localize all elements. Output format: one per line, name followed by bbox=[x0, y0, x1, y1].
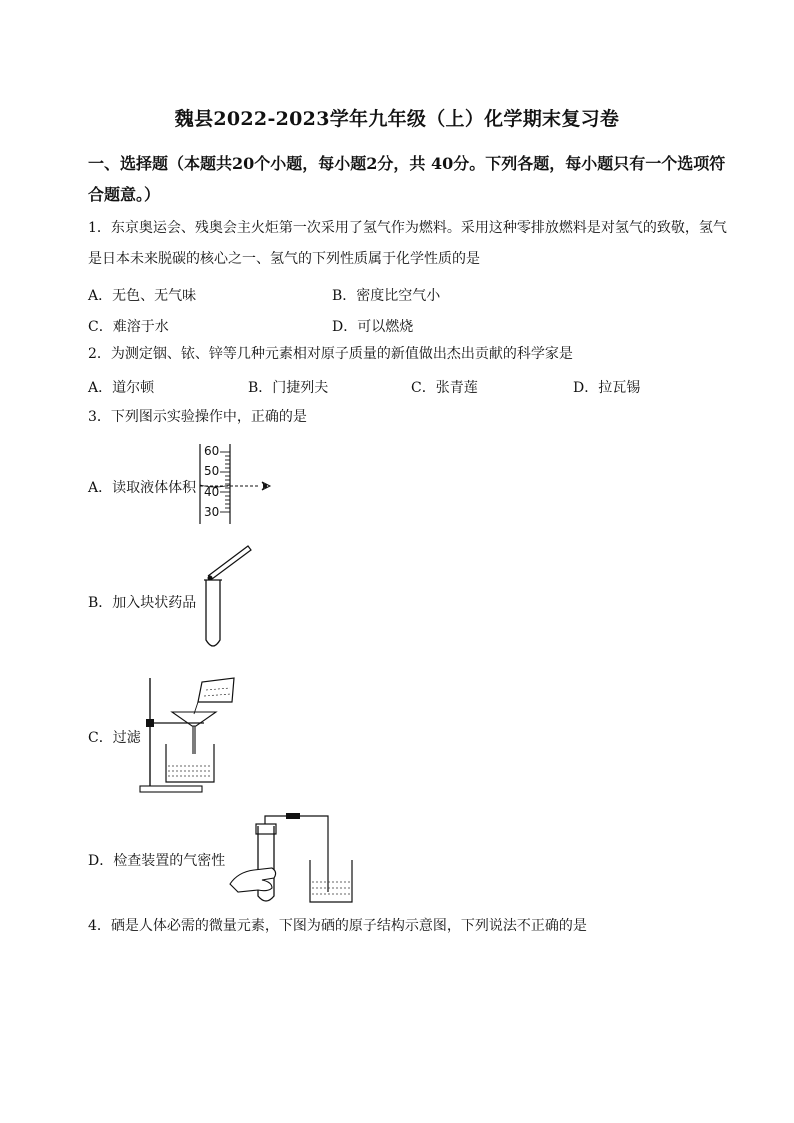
tick-label-40: 40 bbox=[204, 485, 220, 499]
filtration-apparatus-figure bbox=[136, 674, 246, 796]
question-4-stem: 4．硒是人体必需的微量元素，下图为硒的原子结构示意图，下列说法不正确的是 bbox=[88, 918, 587, 934]
q1-option-b[interactable]: B．密度比空气小 bbox=[332, 288, 441, 304]
q1-option-d[interactable]: D．可以燃烧 bbox=[332, 319, 414, 335]
q2-option-d[interactable]: D．拉瓦锡 bbox=[573, 380, 641, 396]
q2-option-b[interactable]: B．门捷列夫 bbox=[248, 380, 329, 396]
question-1-stem: 1．东京奥运会、残奥会主火炬第一次采用了氢气作为燃料。采用这种零排放燃料是对氢气的致敬，氢气是日本未来脱碳的核心之一、氢气的下列性质属于化学性质的是 bbox=[88, 220, 727, 267]
q2-option-a[interactable]: A．道尔顿 bbox=[88, 380, 155, 396]
q1-option-c[interactable]: C．难溶于水 bbox=[88, 319, 169, 335]
q3-option-a[interactable]: A．读取液体体积 bbox=[88, 480, 197, 496]
test-tube-tweezers-figure bbox=[198, 542, 258, 654]
question-2-stem: 2．为测定铟、铱、锌等几种元素相对原子质量的新值做出杰出贡献的科学家是 bbox=[88, 346, 573, 362]
q1-option-a[interactable]: A．无色、无气味 bbox=[88, 288, 197, 304]
section-heading: 一、选择题（本题共20个小题，每小题2分，共 40分。下列各题，每小题只有一个选项符合题意。） bbox=[88, 154, 726, 204]
tick-label-30: 30 bbox=[204, 505, 220, 519]
tick-label-50: 50 bbox=[204, 464, 220, 478]
q2-option-c[interactable]: C．张青莲 bbox=[411, 380, 478, 396]
question-3-stem: 3．下列图示实验操作中，正确的是 bbox=[88, 409, 307, 425]
q3-option-c[interactable]: C．过滤 bbox=[88, 730, 141, 746]
airtightness-check-figure bbox=[228, 812, 360, 904]
page-title: 魏县2022-2023学年九年级（上）化学期末复习卷 bbox=[174, 108, 620, 130]
q3-option-d[interactable]: D．检查装置的气密性 bbox=[88, 853, 226, 869]
tick-label-60: 60 bbox=[204, 444, 220, 458]
q3-option-b[interactable]: B．加入块状药品 bbox=[88, 595, 197, 611]
